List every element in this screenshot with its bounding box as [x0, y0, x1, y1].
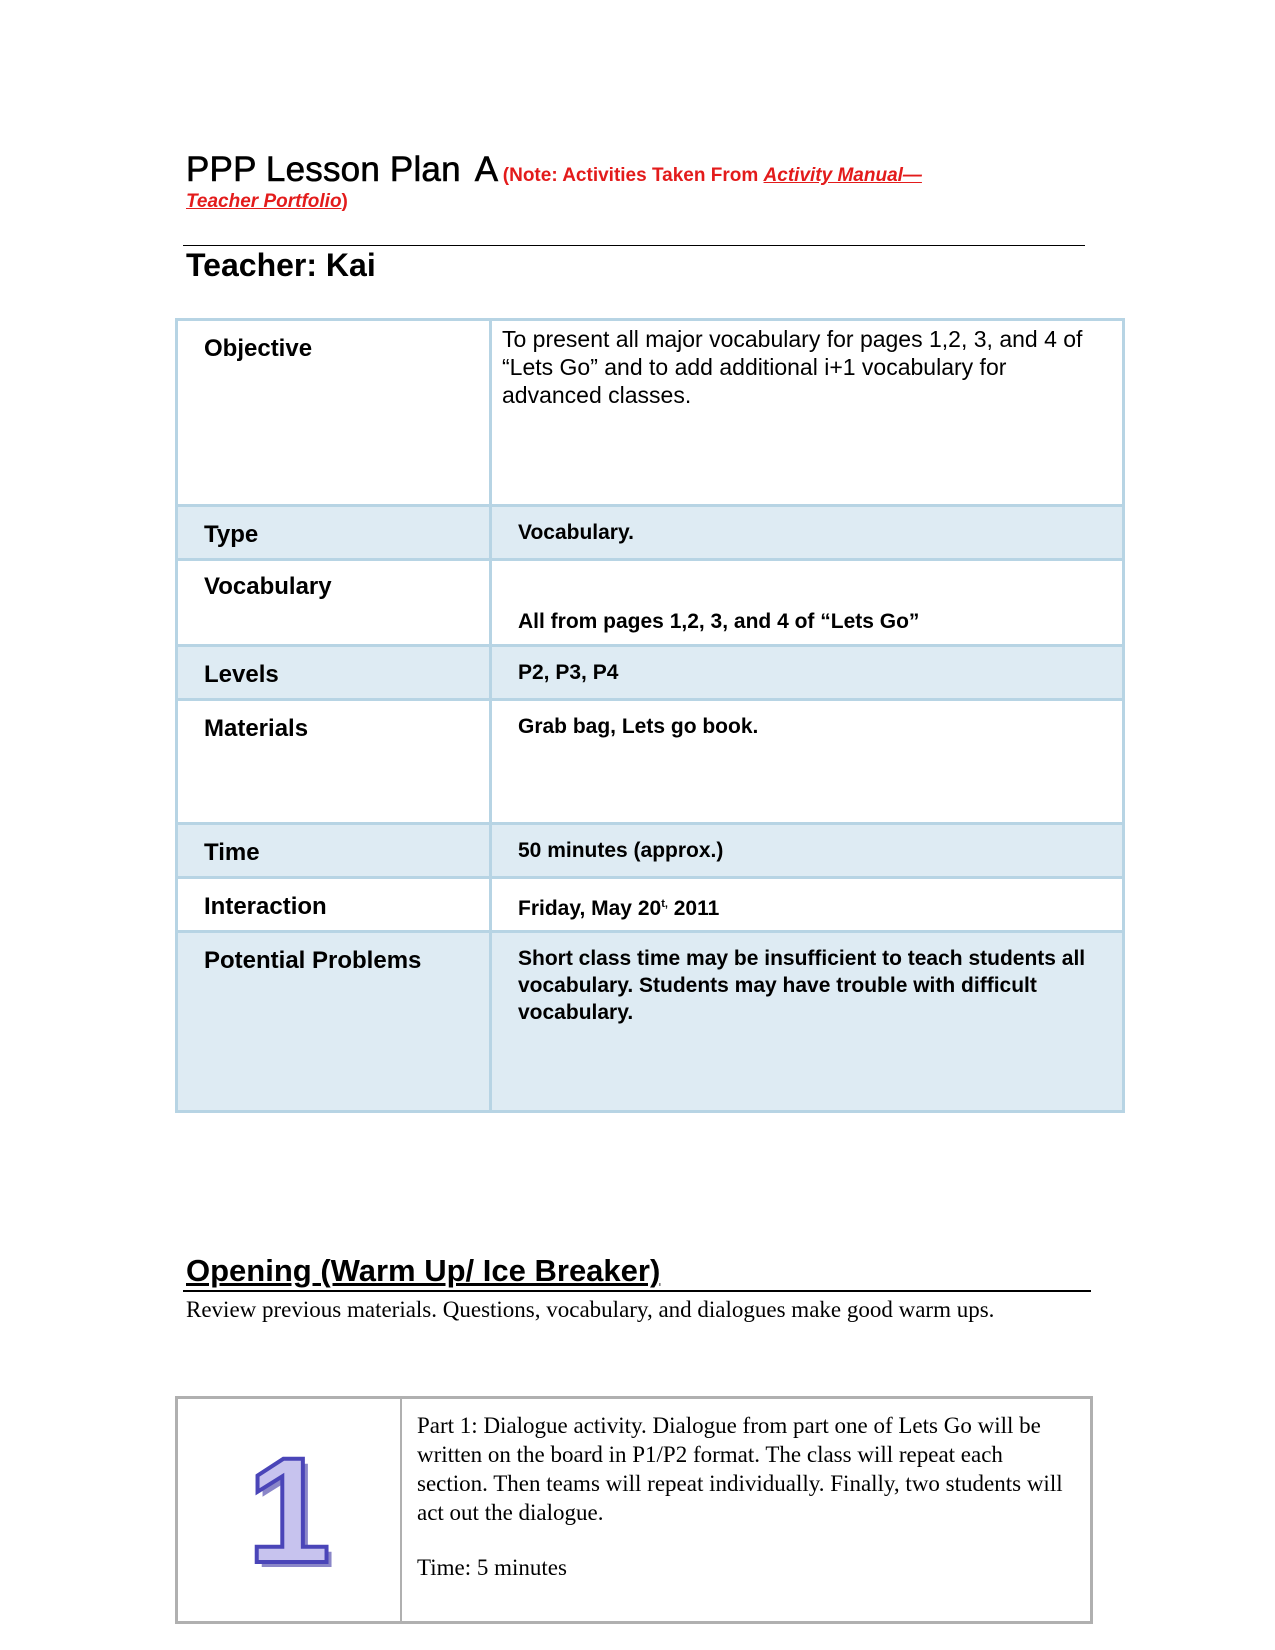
time-label: Time — [177, 824, 491, 878]
interaction-label: Interaction — [177, 878, 491, 932]
row-interaction — [177, 878, 1124, 932]
part-1-description: Part 1: Dialogue activity. Dialogue from part one of Lets Go will be written on the board in P1/P2 format. The class will repeat each section. Then teams will repeat individually. Finally, two students will act out the dialogue. — [417, 1413, 1063, 1525]
levels-value: P2, P3, P4 — [491, 646, 1124, 700]
part-number-cell — [177, 1398, 402, 1623]
teacher-portfolio-link[interactable]: Teacher Portfolio — [186, 191, 342, 212]
title-line — [186, 150, 1026, 190]
lesson-info-table — [175, 318, 1125, 1113]
row-time — [177, 824, 1124, 878]
vocabulary-value: All from pages 1,2, 3, and 4 of “Lets Go” — [491, 560, 1124, 646]
row-type — [177, 506, 1124, 560]
title-letter: A — [474, 150, 499, 189]
opening-rule — [183, 1290, 1091, 1292]
materials-label: Materials — [177, 700, 491, 824]
part-1-description-cell — [401, 1398, 1092, 1623]
type-label: Type — [177, 506, 491, 560]
part-number-1: 1 — [247, 1426, 331, 1594]
page-title: PPP Lesson Plan A — [186, 150, 499, 189]
opening-heading: Opening (Warm Up/ Ice Breaker) — [186, 1253, 661, 1288]
type-value: Vocabulary. — [491, 506, 1124, 560]
teacher-name: Teacher: Kai — [186, 247, 376, 283]
vocabulary-label: Vocabulary — [177, 560, 491, 646]
time-value: 50 minutes (approx.) — [491, 824, 1124, 878]
row-levels — [177, 646, 1124, 700]
source-note-line-2: Teacher Portfolio) — [186, 191, 348, 212]
source-note: (Note: Activities Taken From Activity Manual— — [502, 165, 922, 186]
row-vocabulary — [177, 560, 1124, 646]
row-materials — [177, 700, 1124, 824]
part-1-table — [175, 1396, 1093, 1624]
row-potential-problems — [177, 932, 1124, 1112]
title-rule — [183, 245, 1085, 246]
levels-label: Levels — [177, 646, 491, 700]
activity-manual-link[interactable]: Activity Manual— — [763, 165, 922, 186]
objective-value: To present all major vocabulary for pages 1,2, 3, and 4 of “Lets Go” and to add additional i+1 vocabulary for advanced classes. — [491, 320, 1124, 506]
opening-text: Review previous materials. Questions, vocabulary, and dialogues make good warm ups. — [186, 1297, 995, 1322]
potential-problems-label: Potential Problems — [177, 932, 491, 1112]
interaction-value: Friday, May $20^{t,}$ 2011 — [491, 878, 1124, 932]
objective-label: Objective — [177, 320, 491, 506]
materials-value: Grab bag, Lets go book. — [491, 700, 1124, 824]
part-1-time: Time: 5 minutes — [417, 1555, 567, 1580]
row-objective — [177, 320, 1124, 506]
date-superscript: t, — [661, 898, 668, 910]
potential-problems-value: Short class time may be insufficient to teach students all vocabulary. Students may have trouble with difficult vocabulary. — [491, 932, 1124, 1112]
